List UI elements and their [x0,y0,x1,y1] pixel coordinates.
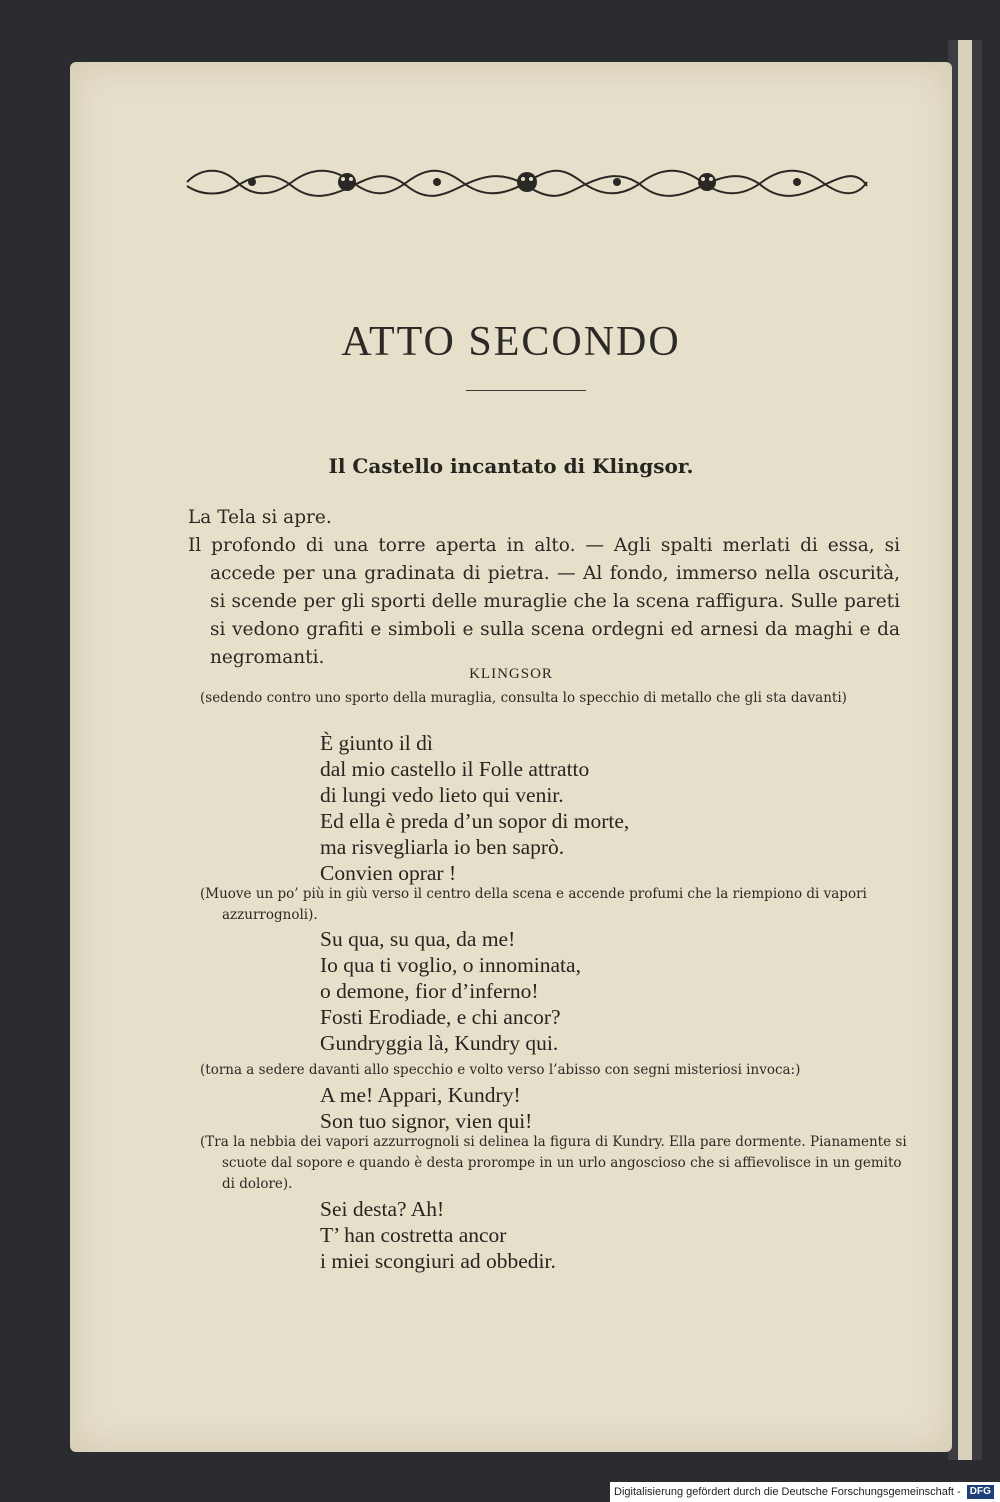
verse-line: Fosti Erodiade, e chi ancor? [320,1005,561,1029]
verse-line: Gundryggia là, Kundry qui. [320,1031,559,1055]
verse-line: i miei scongiuri ad obbedir. [320,1249,556,1273]
verse-line: di lungi vedo lieto qui venir. [320,783,564,807]
speaker-name: KLINGSOR [469,666,553,682]
digitization-footer [610,1482,1000,1502]
verse-block-2 [320,926,860,1056]
verse-line: È giunto il dì [320,731,433,755]
decorative-border-ornament [182,162,872,202]
verse-line: dal mio castello il Folle attratto [320,757,590,781]
verse-line: Su qua, su qua, da me! [320,927,516,951]
verse-line: A me! Appari, Kundry! [320,1083,521,1107]
verse-line: Son tuo signor, vien qui! [320,1109,533,1133]
verse-line: Ed ella è preda d’un sopor di morte, [320,809,630,833]
verse-line: ma risvegliarla io ben saprò. [320,835,565,859]
stage-direction-1: (sedendo contro uno sporto della muraglia, consulta lo specchio di metallo che gli sta davanti) [200,690,847,706]
title-divider [466,390,586,391]
stage-direction-4: (Tra la nebbia dei vapori azzurrognoli si delinea la figura di Kundry. Ella pare dormente. Pianamente si scuote dal sopore e quando è desta prorompe in un urlo angoscioso che si affievolisce in un gemito di dolore). [200,1134,907,1192]
scene-title: Il Castello incantato di Klingsor. [328,454,694,478]
scene-description: Il profondo di una torre aperta in alto. — Agli spalti merlati di essa, si accede per una gradinata di pietra. — Al fondo, immerso nella oscurità, si scende per gli sporti delle muraglie che la scena raffigura. Sulle pareti si vedono grafiti e simboli e sulla scena ordegni ed arnesi da maghi e da negromanti. [188,535,900,668]
verse-block-1 [320,730,860,886]
act-title: ATTO SECONDO [341,319,681,365]
stage-direction-3: (torna a sedere davanti allo specchio e volto verso l’abisso con segni misteriosi invoca:) [200,1062,801,1078]
verse-line: o demone, fior d’inferno! [320,979,539,1003]
verse-line: Sei desta? Ah! [320,1197,445,1221]
adjacent-page-edge [948,40,982,1460]
verse-line: T’ han costretta ancor [320,1223,507,1247]
footer-text: Digitalisierung gefördert durch die Deutsche Forschungsgemeinschaft - [614,1486,961,1498]
verse-line: Io qua ti voglio, o innominata, [320,953,581,977]
curtain-rises-line: La Tela si apre. [188,507,332,528]
verse-block-4 [320,1196,860,1274]
verse-line: Convien oprar ! [320,861,457,885]
dfg-logo: DFG [967,1485,994,1499]
stage-direction-2: (Muove un po’ più in giù verso il centro della scena e accende profumi che la riempiono di vapori azzurrognoli). [200,886,867,923]
verse-block-3 [320,1082,860,1134]
book-page [70,62,952,1452]
